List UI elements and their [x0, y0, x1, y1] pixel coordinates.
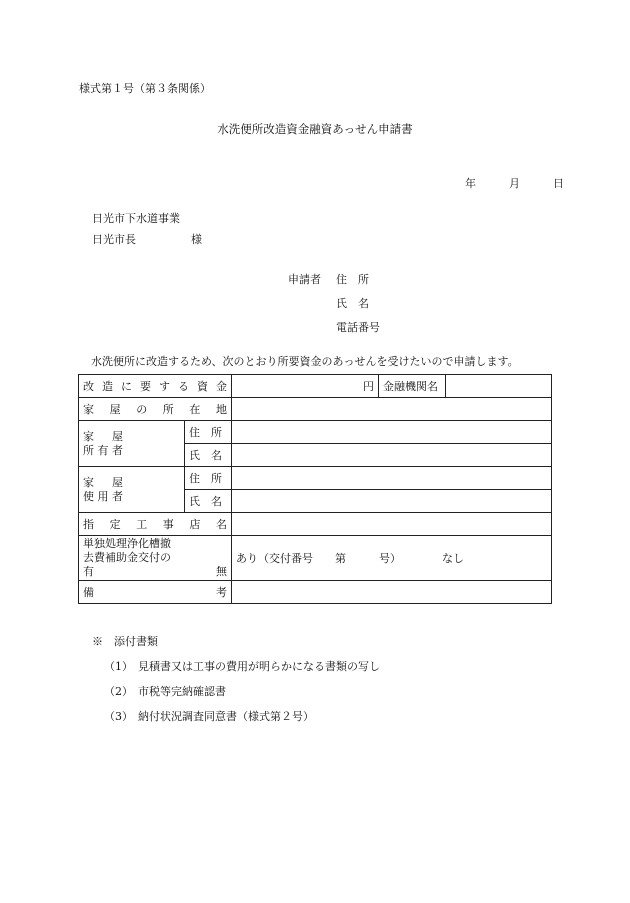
applicant-phone-label: 電話番号	[336, 321, 380, 334]
subsidy-label-line3: 有 無	[83, 565, 227, 578]
owner-label	[79, 421, 185, 467]
table-row	[79, 467, 552, 490]
subsidy-field[interactable]	[232, 536, 552, 581]
location-label: 家屋の所在地	[79, 398, 232, 421]
table-row	[79, 421, 552, 444]
applicant-block	[288, 268, 406, 340]
remarks-label: 備 考	[79, 581, 232, 604]
addressee-honorific: 様	[191, 233, 202, 246]
bank-name-field[interactable]	[446, 375, 552, 398]
bank-label: 金融機関名	[379, 375, 446, 398]
date-year: 年	[465, 177, 476, 190]
yen-unit: 円	[363, 380, 374, 393]
user-address-field[interactable]	[232, 467, 552, 490]
applicant-label: 申請者	[288, 273, 321, 286]
user-address-label: 住 所	[185, 467, 232, 490]
owner-address-label: 住 所	[185, 421, 232, 444]
remarks-field[interactable]	[232, 581, 552, 604]
user-label	[79, 467, 185, 513]
subsidy-label-line1: 単独処理浄化槽撤	[83, 537, 171, 550]
attachment-number: （3）	[104, 710, 133, 723]
contractor-field[interactable]	[232, 513, 552, 536]
user-name-label: 氏 名	[185, 490, 232, 513]
date-line	[465, 175, 564, 191]
funds-label: 改造に要する資金	[79, 375, 232, 398]
user-label-line2: 使用者	[83, 489, 123, 503]
table-row	[79, 398, 552, 421]
applicant-address-label: 住 所	[336, 273, 369, 286]
subsidy-label-line2: 去費補助金交付の	[83, 551, 171, 564]
subsidy-label	[79, 536, 232, 581]
attachment-number: （1）	[104, 660, 133, 673]
attachments-heading: ※ 添付書類	[92, 635, 158, 648]
applicant-name-label: 氏 名	[336, 297, 369, 310]
addressee-name: 日光市長	[92, 233, 136, 246]
owner-name-label: 氏 名	[185, 444, 232, 467]
addressee-org: 日光市下水道事業	[92, 212, 180, 225]
location-field[interactable]	[232, 398, 552, 421]
user-label-line1: 家 屋	[83, 475, 123, 489]
list-item	[104, 683, 226, 699]
table-row	[79, 375, 552, 398]
list-item	[104, 658, 380, 674]
subsidy-no-option[interactable]: なし	[442, 552, 464, 565]
document-title: 水洗便所改造資金融資あっせん申請書	[217, 122, 413, 136]
owner-label-line2: 所有者	[83, 443, 123, 457]
list-item	[104, 708, 314, 724]
addressee-mayor	[92, 231, 202, 247]
table-row	[79, 513, 552, 536]
attachment-text: 市税等完納確認書	[138, 685, 226, 698]
owner-name-field[interactable]	[232, 444, 552, 467]
date-day: 日	[553, 177, 564, 190]
application-table	[78, 374, 552, 604]
user-name-field[interactable]	[232, 490, 552, 513]
subsidy-yes-option[interactable]: あり（交付番号 第 号）	[236, 552, 401, 565]
contractor-label: 指定工事店名	[79, 513, 232, 536]
form-number: 様式第１号（第３条関係）	[79, 82, 211, 95]
table-row	[79, 581, 552, 604]
funds-amount-field[interactable]	[232, 375, 379, 398]
owner-address-field[interactable]	[232, 421, 552, 444]
attachment-number: （2）	[104, 685, 133, 698]
date-month: 月	[509, 177, 520, 190]
attachment-text: 見積書又は工事の費用が明らかになる書類の写し	[138, 660, 380, 673]
attachment-text: 納付状況調査同意書（様式第２号）	[138, 710, 314, 723]
intro-text: 水洗便所に改造するため、次のとおり所要資金のあっせんを受けたいので申請します。	[91, 355, 519, 368]
table-row	[79, 536, 552, 581]
owner-label-line1: 家 屋	[83, 429, 123, 443]
